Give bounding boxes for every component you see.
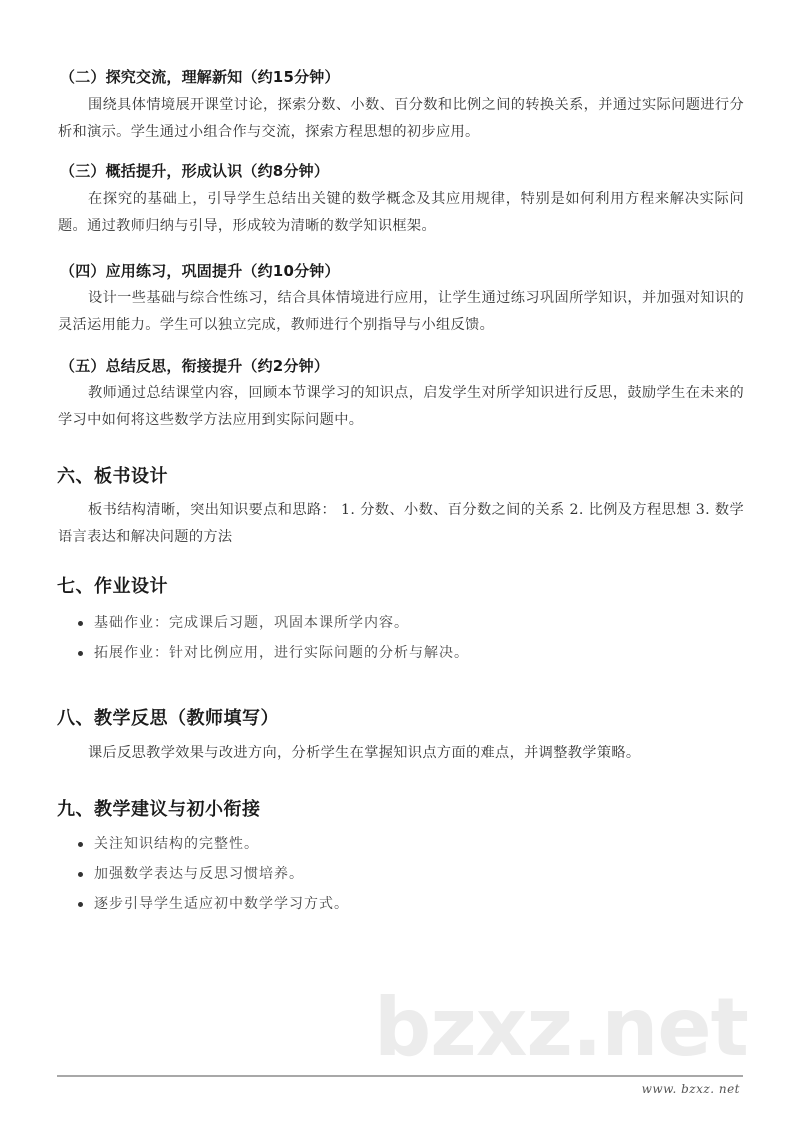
subsection-heading-3: （三）概括提升，形成认识（约8分钟） [60,162,330,180]
section-heading-reflection: 八、教学反思（教师填写） [57,708,279,729]
subsection-heading-4: （四）应用练习，巩固提升（约10分钟） [60,262,340,280]
homework-list [78,608,469,668]
footer-url: www. bzxz. net [641,1082,740,1096]
bullet-icon [78,621,83,626]
subsection-body-5: 教师通过总结课堂内容，回顾本节课学习的知识点，启发学生对所学知识进行反思，鼓励学生在未来的学习中如何将这些数学方法应用到实际问题中。 [58,385,744,428]
bullet-icon [78,902,83,907]
board-design-body: 板书结构清晰，突出知识要点和思路： 1. 分数、小数、百分数之间的关系 2. 比例及方程思想 3. 数学语言表达和解决问题的方法 [58,502,744,545]
section-heading-suggestions: 九、教学建议与初小衔接 [57,799,261,820]
suggestions-list [78,829,349,919]
suggestion-item: 加强数学表达与反思习惯培养。 [78,859,349,889]
footer-divider [57,1075,743,1077]
bullet-icon [78,842,83,847]
subsection-heading-5: （五）总结反思，衔接提升（约2分钟） [60,357,330,375]
subsection-heading-2: （二）探究交流，理解新知（约15分钟） [60,68,340,86]
homework-item: 基础作业：完成课后习题，巩固本课所学内容。 [78,608,469,638]
section-heading-homework: 七、作业设计 [57,576,168,597]
reflection-body: 课后反思教学效果与改进方向，分析学生在掌握知识点方面的难点，并调整教学策略。 [88,745,641,761]
suggestion-item: 逐步引导学生适应初中数学学习方式。 [78,889,349,919]
bullet-icon [78,872,83,877]
watermark: bzxz.net [374,981,748,1074]
bullet-icon [78,651,83,656]
subsection-body-3: 在探究的基础上，引导学生总结出关键的数学概念及其应用规律，特别是如何利用方程来解决实际问题。通过教师归纳与引导，形成较为清晰的数学知识框架。 [58,191,744,234]
subsection-body-2: 围绕具体情境展开课堂讨论，探索分数、小数、百分数和比例之间的转换关系，并通过实际问题进行分析和演示。学生通过小组合作与交流，探索方程思想的初步应用。 [58,97,744,140]
homework-item: 拓展作业：针对比例应用，进行实际问题的分析与解决。 [78,638,469,668]
section-heading-board-design: 六、板书设计 [57,466,168,487]
subsection-body-4: 设计一些基础与综合性练习，结合具体情境进行应用，让学生通过练习巩固所学知识，并加强对知识的灵活运用能力。学生可以独立完成，教师进行个别指导与小组反馈。 [58,290,744,333]
suggestion-item: 关注知识结构的完整性。 [78,829,349,859]
